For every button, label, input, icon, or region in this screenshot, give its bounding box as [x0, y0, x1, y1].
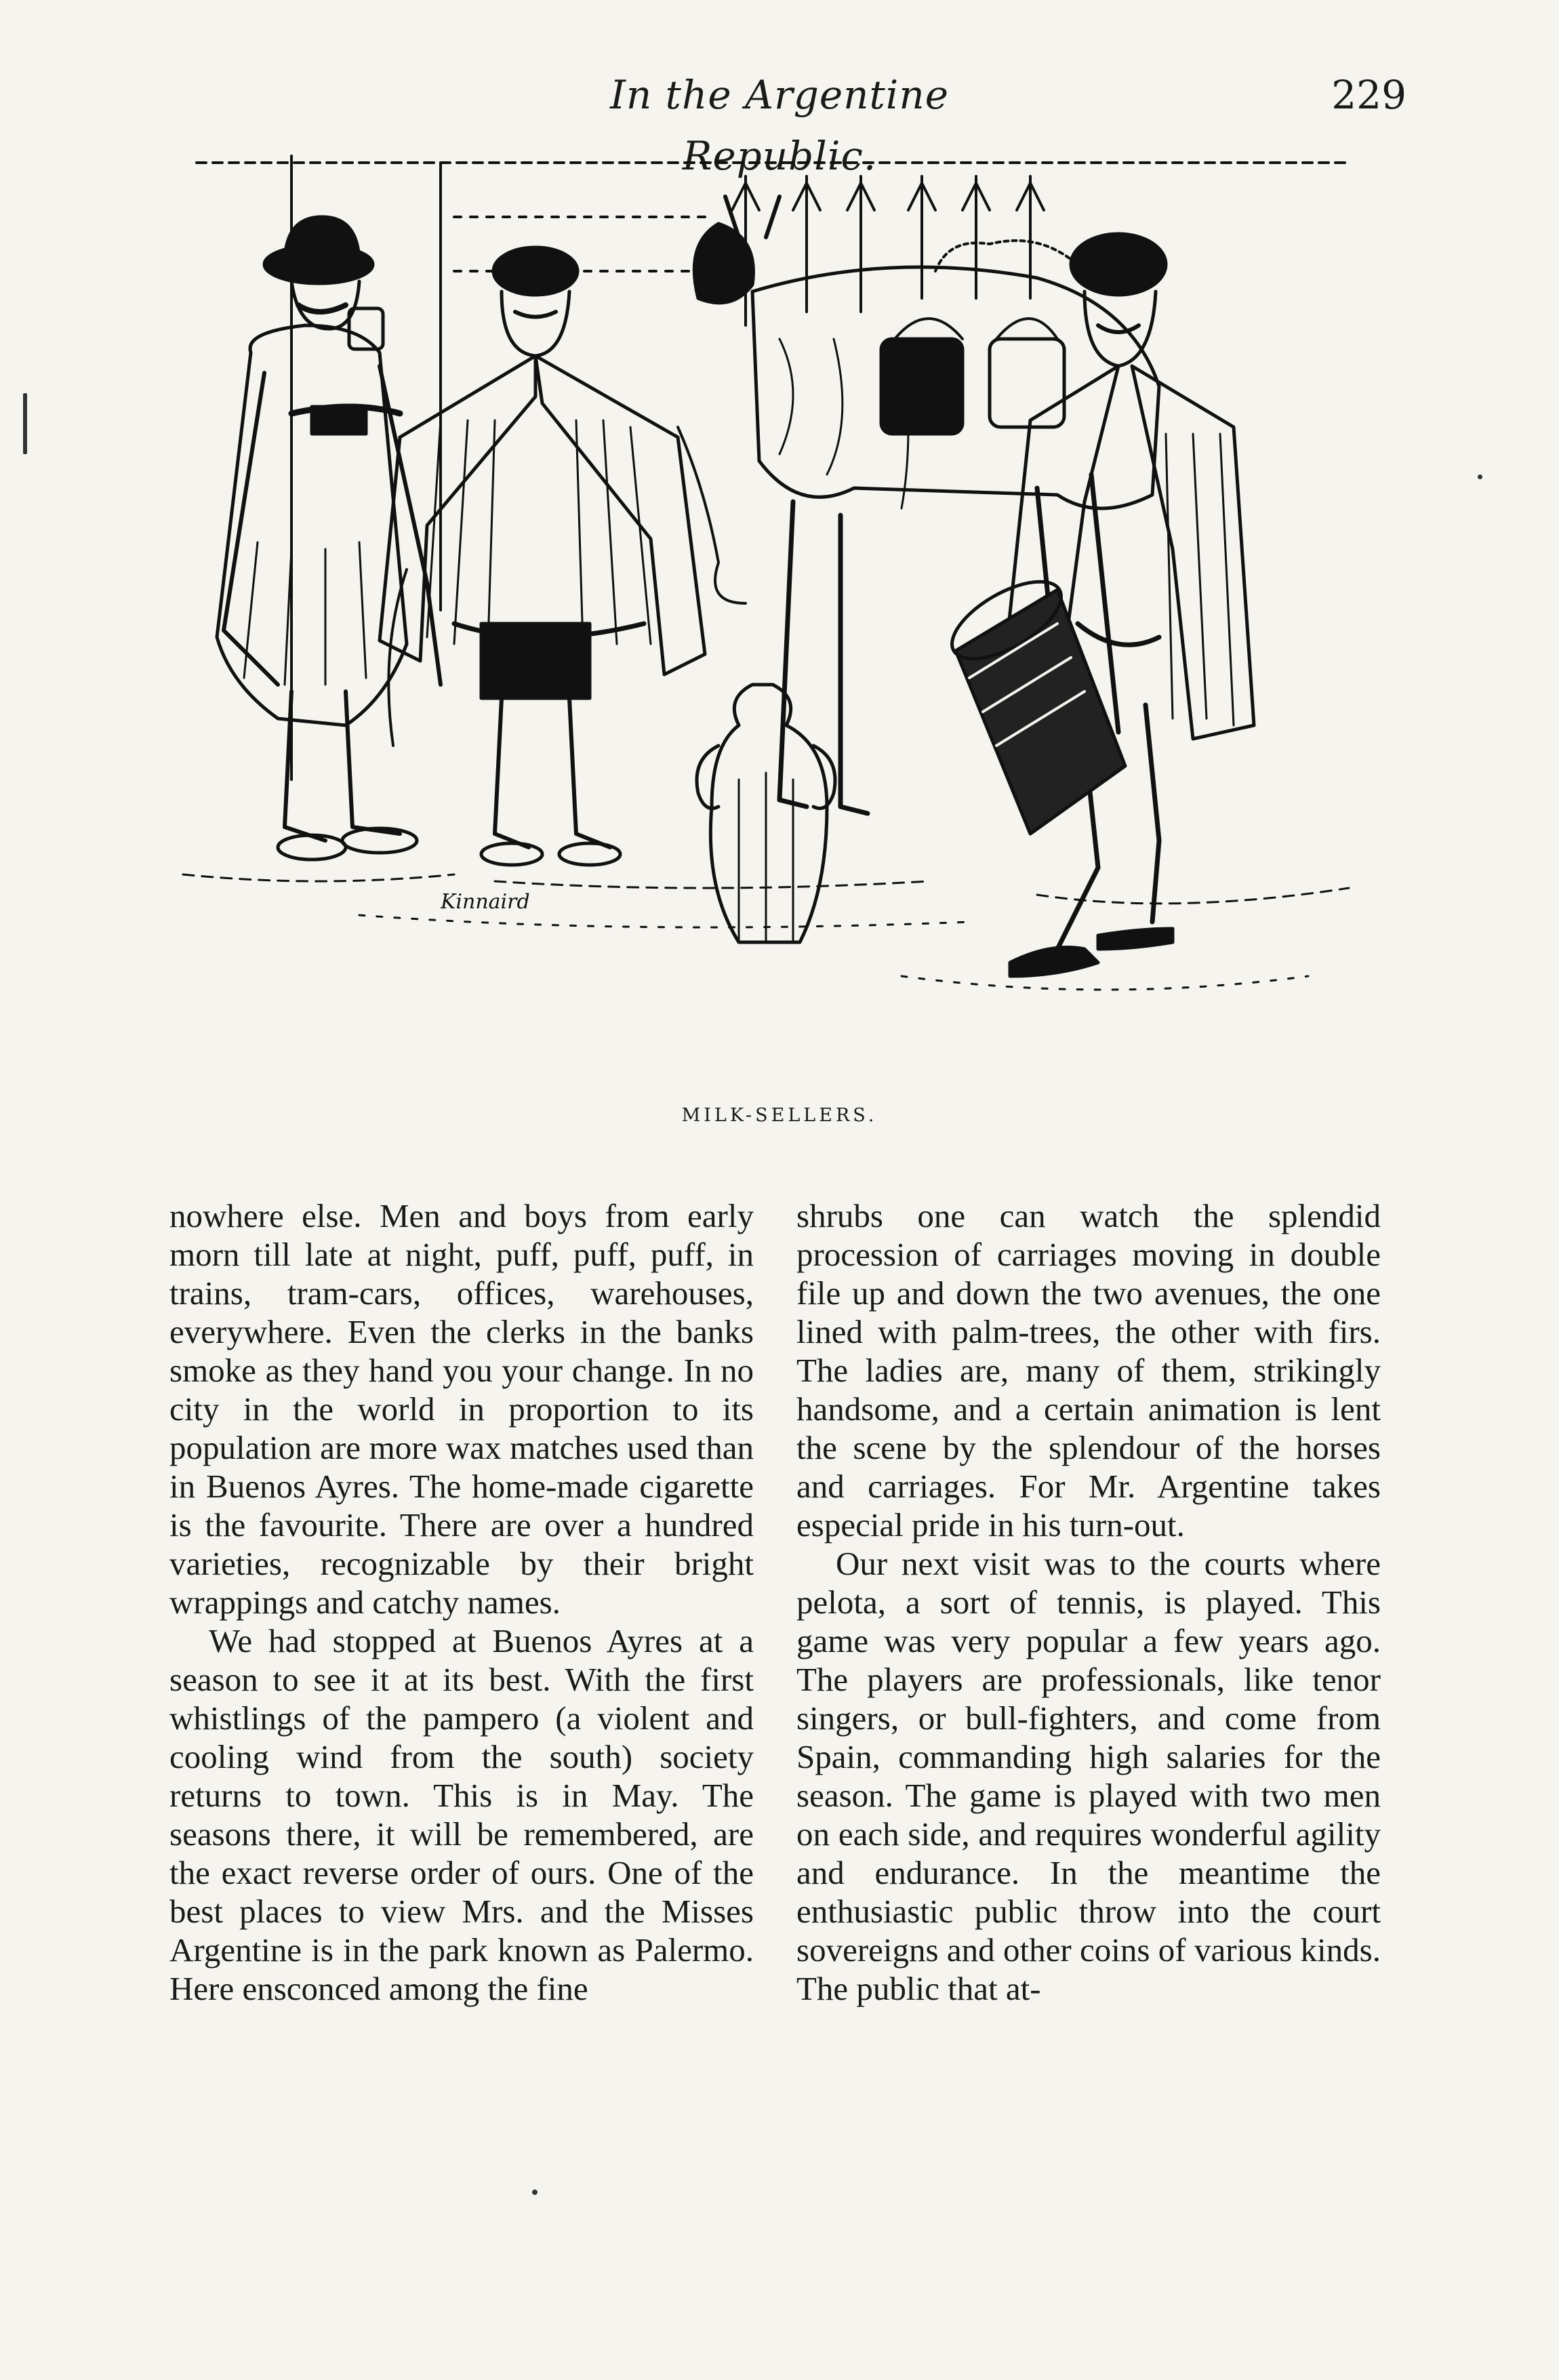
scan-speck [532, 2190, 538, 2195]
milk-jug [697, 685, 835, 942]
running-title: In the Argentine Republic. [609, 72, 950, 179]
artist-signature: Kinnaird [441, 890, 530, 914]
milk-can-tall [940, 566, 1125, 834]
figure-poncho-man [380, 247, 746, 865]
paragraph: shrubs one can watch the splendid procession of carriages moving in double file up and down the two avenues, the one lined with palm-trees, the other with firs. The ladies are, many of them, strikingly handsome, and a certain animation is lent the scene by the splendour of the horses and carriages. For Mr. Argentine takes especial pride in his turn-out. [796, 1197, 1381, 1544]
text-column-left [169, 1196, 754, 2008]
scan-speck [23, 393, 27, 454]
paragraph: We had stopped at Buenos Ayres at a season to see it at its best. With the first whistlings of the pampero (a violent and cooling wind from the south) society returns to town. This is in May. The seasons there, it will be remembered, are the exact reverse order of ours. One of the best places to view Mrs. and the Misses Argentine is in the park known as Palermo. Here ensconced among the fine [169, 1622, 754, 2007]
paragraph: nowhere else. Men and boys from early morn till late at night, puff, puff, puff, in trains, tram-cars, offices, warehouses, everywhere. Even the clerks in the banks smoke as they hand you your change. In no city in the world in proportion to its population are more wax matches used than in Buenos Ayres. The home-made cigarette is the favourite. There are over a hundred varieties, recognizable by their bright wrappings and catchy names. [169, 1197, 754, 1621]
figure-drinking-man [217, 217, 441, 860]
page-number: 229 [1331, 72, 1406, 118]
text-column-right [796, 1196, 1381, 2008]
milk-sellers-illustration [156, 136, 1362, 1112]
figure-caption: MILK-SELLERS. [681, 1105, 878, 1126]
running-head [0, 64, 1559, 179]
scan-speck [1478, 475, 1482, 479]
paragraph: Our next visit was to the courts where pelota, a sort of tennis, is played. This game was very popular a few years ago. The players are professionals, like tenor singers, or bull-fighters, and come from Spain, commanding high salaries for the season. The game is played with two men on each side, and requires wonderful agility and endurance. In the meantime the enthusiastic public throw into the court sovereigns and other coins of various kinds. The public that at- [796, 1545, 1381, 2007]
